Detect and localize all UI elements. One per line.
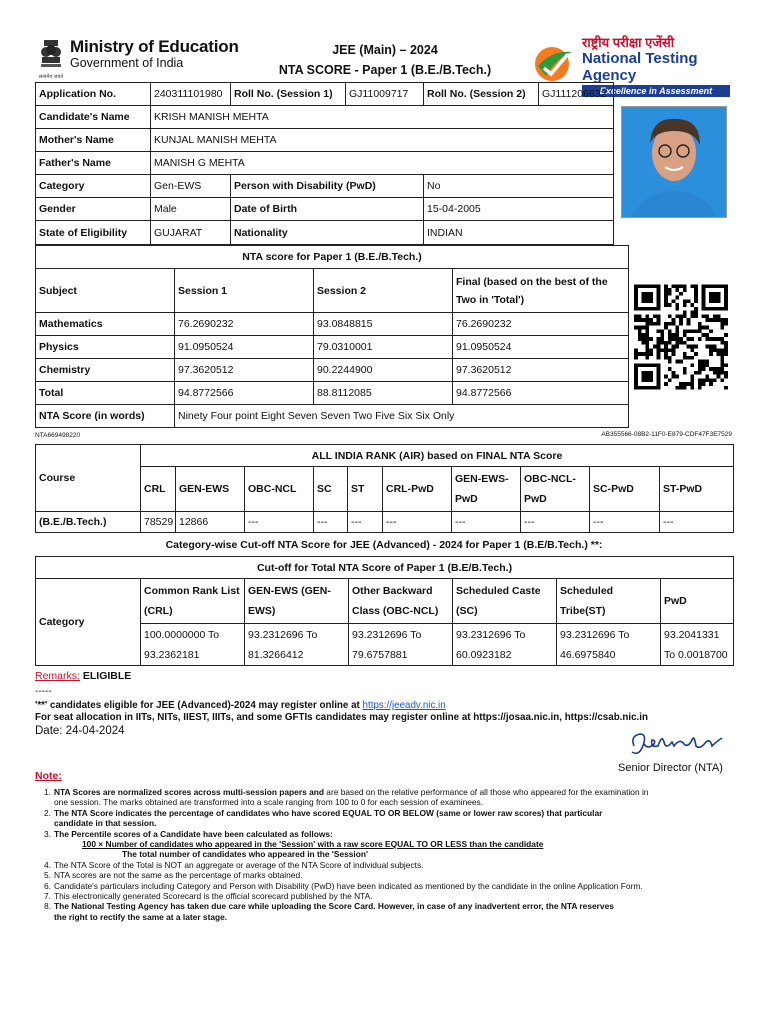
- score-words-label: NTA Score (in words): [36, 405, 175, 428]
- score-subject: Mathematics: [36, 313, 175, 336]
- rank-value: ---: [590, 512, 660, 533]
- cutoff-col-header: Scheduled Tribe(ST): [557, 579, 661, 624]
- rank-title: ALL INDIA RANK (AIR) based on FINAL NTA Score: [141, 445, 734, 467]
- nta-english-name: National Testing Agency: [582, 50, 698, 84]
- formula-bottom: The total number of candidates who appeared in the 'Session': [122, 849, 368, 860]
- notes-list: [36, 787, 736, 922]
- signatory: Senior Director (NTA): [618, 762, 723, 774]
- list-item: candidate in that session.: [54, 818, 157, 829]
- table-row: [36, 382, 629, 405]
- cutoff-value: 93.2041331 To 0.0018700: [661, 624, 734, 666]
- rank-col-header: SC-PwD: [590, 467, 660, 512]
- list-item: 4. The NTA Score of the Total is NOT an aggregate or average of the NTA Score of individual subjects.: [44, 859, 424, 870]
- candidate-table: [35, 82, 614, 106]
- roll2-label: Roll No. (Session 2): [424, 83, 539, 106]
- score-s1: 97.3620512: [175, 359, 314, 382]
- rank-value: ---: [383, 512, 452, 533]
- table-row: [36, 624, 734, 666]
- rank-col-header: CRL: [141, 467, 176, 512]
- application-no-label: Application No.: [36, 83, 151, 106]
- score-subject: Chemistry: [36, 359, 175, 382]
- ministry-name: Ministry of Education: [70, 37, 239, 56]
- nationality-label: Nationality: [231, 221, 424, 245]
- list-item: 2. The NTA Score indicates the percentage of candidates who have scored EQUAL TO OR BELOW (same or lower raw scores) that particular: [44, 807, 603, 818]
- table-row: [36, 313, 629, 336]
- list-item: 8. The National Testing Agency has taken due care while uploading the Score Card. However, in case of any inadvertent error, the NTA reserves: [44, 901, 614, 912]
- code-left: NTA669498220: [35, 432, 81, 439]
- cutoff-value: 100.0000000 To 93.2362181: [141, 624, 245, 666]
- rank-value: ---: [521, 512, 590, 533]
- cutoff-col-header: Common Rank List (CRL): [141, 579, 245, 624]
- list-item: 1. NTA Scores are normalized scores across multi-session papers and are based on the relative performance of all those who appeared for the examination in: [44, 787, 649, 797]
- list-item: 7. This electronically generated Scorecard is the official scorecard published by the NTA.: [44, 891, 373, 902]
- rank-course: (B.E./B.Tech.): [36, 512, 141, 533]
- nta-tagline: Excellence in Assessment: [582, 85, 730, 97]
- rank-col-header: OBC-NCL: [245, 467, 314, 512]
- adv-line: [35, 700, 446, 711]
- score-final: 97.3620512: [453, 359, 629, 382]
- jeeadv-link[interactable]: https://jeeadv.nic.in: [362, 700, 446, 711]
- state-emblem-icon: [38, 38, 64, 82]
- state-label: State of Eligibility: [36, 221, 151, 245]
- rank-value: 78529: [141, 512, 176, 533]
- score-final: 91.0950524: [453, 336, 629, 359]
- score-s2: 88.8112085: [314, 382, 453, 405]
- title-line-2: NTA SCORE - Paper 1 (B.E./B.Tech.): [278, 63, 492, 77]
- roll1: GJ11009717: [346, 83, 424, 106]
- state-value: GUJARAT: [151, 221, 231, 245]
- rank-course-label: Course: [36, 445, 141, 512]
- emblem-caption: सत्यमेव जयते: [38, 74, 64, 80]
- cutoff-category-label: Category: [36, 579, 141, 666]
- scores-head-final: Final (based on the best of the Two in 'Total'): [453, 269, 629, 313]
- dob-value: 15-04-2005: [424, 198, 614, 221]
- score-final: 94.8772566: [453, 382, 629, 405]
- category-value: Gen-EWS: [151, 175, 231, 198]
- application-no: 240311101980: [151, 83, 231, 106]
- rank-col-header: OBC-NCL-PwD: [521, 467, 590, 512]
- rank-col-header: ST-PwD: [660, 467, 734, 512]
- cutoff-col-header: Other Backward Class (OBC-NCL): [349, 579, 453, 624]
- scores-head-s2: Session 2: [314, 269, 453, 313]
- candidate-info-table: [35, 174, 614, 245]
- cutoff-title: Cut-off for Total NTA Score of Paper 1 (B.E/B.Tech.): [36, 557, 734, 579]
- rank-col-header: GEN-EWS-PwD: [452, 467, 521, 512]
- score-s2: 93.0848815: [314, 313, 453, 336]
- remarks-dashes: -----: [35, 686, 52, 697]
- gender-value: Male: [151, 198, 231, 221]
- cutoff-value: 93.2312696 To 46.6975840: [557, 624, 661, 666]
- rank-value: ---: [348, 512, 383, 533]
- code-right: AB355566-08B2-11F0-E879-CDF47F3E7529: [601, 431, 732, 438]
- category-label: Category: [36, 175, 151, 198]
- cutoff-value: 93.2312696 To 60.0923182: [453, 624, 557, 666]
- government-name: Government of India: [70, 56, 184, 70]
- roll2: GJ111206632: [539, 83, 614, 106]
- signature-icon: [628, 728, 724, 760]
- table-row: [36, 359, 629, 382]
- gender-label: Gender: [36, 198, 151, 221]
- photo-portrait-icon: [622, 107, 727, 218]
- pwd-value: No: [424, 175, 614, 198]
- cutoff-col-header: Scheduled Caste (SC): [453, 579, 557, 624]
- nationality-value: INDIAN: [424, 221, 614, 245]
- candidate-photo: [621, 106, 727, 218]
- rank-col-header: SC: [314, 467, 348, 512]
- candidate-name: KRISH MANISH MEHTA: [151, 106, 614, 129]
- dob-label: Date of Birth: [231, 198, 424, 221]
- rank-col-header: ST: [348, 467, 383, 512]
- score-subject: Physics: [36, 336, 175, 359]
- score-s1: 91.0950524: [175, 336, 314, 359]
- document-title: [240, 40, 530, 80]
- seat-text: For seat allocation in IITs, NITs, IIEST, IIITs, and some GFTIs candidates may register online at https://josaa.nic.in, https://csab.nic.in: [35, 712, 648, 723]
- nta-hindi-name: राष्ट्रीय परीक्षा एजेंसी: [582, 35, 675, 50]
- scores-title: NTA score for Paper 1 (B.E./B.Tech.): [36, 246, 629, 269]
- remarks-block: [35, 670, 131, 682]
- name-label: Candidate's Name: [36, 106, 151, 129]
- scores-table: [35, 245, 629, 428]
- pwd-label: Person with Disability (PwD): [231, 175, 424, 198]
- cutoff-col-header: GEN-EWS (GEN-EWS): [245, 579, 349, 624]
- rank-col-header: GEN-EWS: [176, 467, 245, 512]
- table-row: [36, 512, 734, 533]
- list-item: 6. Candidate's particulars including Category and Person with Disability (PwD) have been indicated as mentioned by the candidate in the online Application Form.: [44, 880, 643, 891]
- rank-value: 12866: [176, 512, 245, 533]
- table-row: [36, 336, 629, 359]
- score-final: 76.2690232: [453, 313, 629, 336]
- rank-value: ---: [452, 512, 521, 533]
- list-item: 3. The Percentile scores of a Candidate have been calculated as follows:: [44, 828, 333, 839]
- score-s1: 76.2690232: [175, 313, 314, 336]
- adv-text: '**' candidates eligible for JEE (Advanced)-2024 may register online at: [35, 700, 360, 711]
- rank-col-header: CRL-PwD: [383, 467, 452, 512]
- formula-top: 100 × Number of candidates who appeared in the 'Session' with a raw score EQUAL TO OR LESS than the candidate: [82, 839, 544, 850]
- title-line-1: JEE (Main) – 2024: [332, 43, 438, 57]
- list-item: 5. NTA scores are not the same as the percentage of marks obtained.: [44, 870, 303, 881]
- cutoff-value: 93.2312696 To 81.3266412: [245, 624, 349, 666]
- note-label: Note:: [35, 770, 62, 782]
- rank-value: ---: [314, 512, 348, 533]
- list-item: the right to rectify the same at a later stage.: [54, 911, 228, 922]
- score-s1: 94.8772566: [175, 382, 314, 405]
- list-item: one session. The marks obtained are transformed into a scale ranging from 100 to 0 for each session of examinees.: [54, 797, 484, 808]
- cutoff-value: 93.2312696 To 79.6757881: [349, 624, 453, 666]
- rank-value: ---: [660, 512, 734, 533]
- qr-code-icon: [634, 284, 728, 390]
- rank-table: [35, 444, 734, 533]
- score-subject: Total: [36, 382, 175, 405]
- cutoff-table: [35, 556, 734, 666]
- cutoff-heading: Category-wise Cut-off NTA Score for JEE (Advanced) - 2024 for Paper 1 (B.E/B.Tech.) **:: [165, 539, 603, 551]
- scores-head-s1: Session 1: [175, 269, 314, 313]
- scores-head-subject: Subject: [36, 269, 175, 313]
- score-s2: 90.2244900: [314, 359, 453, 382]
- remarks-value: ELIGIBLE: [82, 670, 132, 682]
- mother-name: KUNJAL MANISH MEHTA: [151, 129, 614, 152]
- mother-label: Mother's Name: [36, 129, 151, 152]
- father-name: MANISH G MEHTA: [151, 152, 614, 175]
- rank-value: ---: [245, 512, 314, 533]
- score-s2: 79.0310001: [314, 336, 453, 359]
- father-label: Father's Name: [36, 152, 151, 175]
- candidate-details-table: [35, 105, 614, 175]
- remarks-label: Remarks:: [35, 670, 80, 682]
- issue-date: Date: 24-04-2024: [35, 725, 125, 737]
- cutoff-col-header: PwD: [661, 579, 734, 624]
- score-words: Ninety Four point Eight Seven Seven Two Five Six Six Only: [175, 405, 629, 428]
- roll1-label: Roll No. (Session 1): [231, 83, 346, 106]
